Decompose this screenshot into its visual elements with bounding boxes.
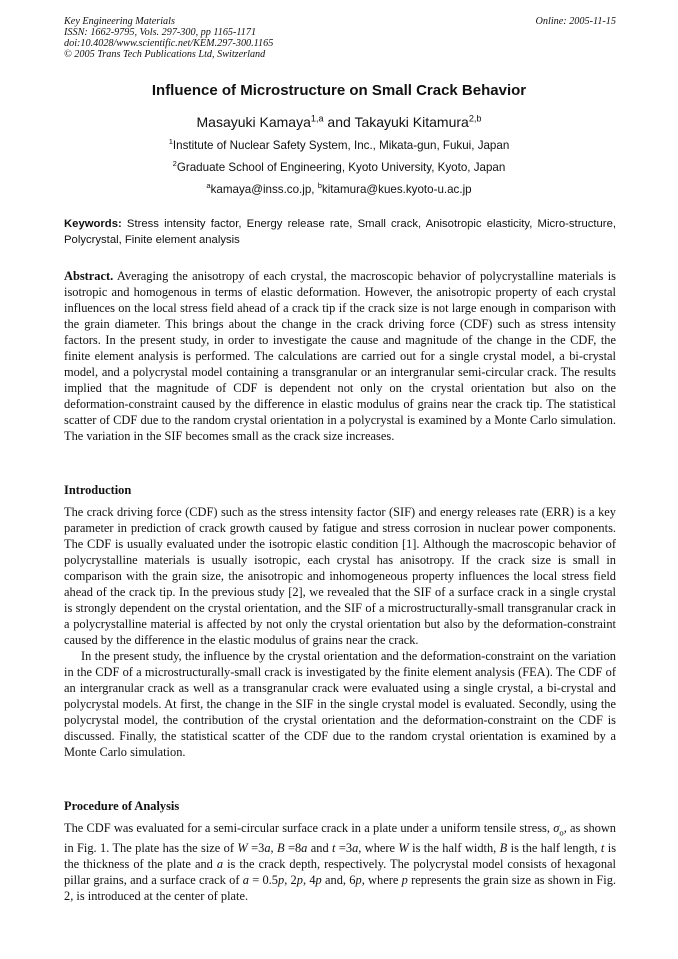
procedure-text-run: p <box>296 873 303 888</box>
procedure-text-run: is the half length, <box>507 841 601 856</box>
email-b-sup: b <box>317 181 322 191</box>
issn-line: ISSN: 1662-9795, Vols. 297-300, pp 1165-1171 <box>64 27 257 38</box>
procedure-text-run: B <box>277 841 285 856</box>
journal-header <box>64 16 616 60</box>
aff2-sup: 2 <box>172 159 177 169</box>
affiliation-1 <box>0 139 678 152</box>
procedure-text-run: , where <box>361 873 402 888</box>
author-line <box>0 114 678 130</box>
aff2-text: Graduate School of Engineering, Kyoto University, Kyoto, Japan <box>176 161 506 174</box>
procedure-text-run: a <box>352 841 359 856</box>
procedure-text-run: p <box>401 873 408 888</box>
procedure-text-run: , 2 <box>284 873 297 888</box>
procedure-text-run: =3 <box>335 841 353 856</box>
abstract-text: Averaging the anisotropy of each crystal, the macroscopic behavior of polycrystalline materials is isotropic and homogenous in terms of elastic deformation. However, the anisotropic property of each crystal influences on the local stress field ahead of a crack tip if the crack size is not large enough in comparison with the grain diameter. This brings about the change in the crack driving force (CDF) such as stress intensity factors. In the present study, in order to investigate the cause and magnitude of the change in the CDF, the finite element analysis is performed. The calculations are carried out for a single crystal model, a bi-crystal model, and a polycrystal model containing a transgranular or an intergranular semi-circular crack. The results implied that the magnitude of CDF is dependent not only on the crystal orientation but also on the deformation-constraint caused by the difference in elastic modulus of grains near the crack tip. The statistical scatter of CDF due to the random crystal orientation in a polycrystal is examined by a Monte Carlo simulation. The variation in the SIF becomes small as the crack size increases. <box>64 269 616 443</box>
email-b[interactable]: kitamura@kues.kyoto-u.ac.jp <box>321 183 472 196</box>
procedure-text-run: a <box>264 841 271 856</box>
procedure-text-run: B <box>499 841 508 856</box>
procedure-text-run: p <box>277 873 285 888</box>
procedure-text-run: and, 6 <box>321 873 356 888</box>
procedure-text-run: is the crack depth, respectively. The polycrystal model consists of hexagonal pillar grains, and a surface crack of <box>64 857 616 888</box>
procedure-text-run: a <box>242 873 249 888</box>
intro-paragraph-1: The crack driving force (CDF) such as the stress intensity factor (SIF) and energy releases rate (ERR) is a key parameter in prediction of crack growth caused by fatigue and stress corrosion in nuclear power components. The CDF is usually evaluated under the isotropic elastic condition [1]. Although the macroscopic behavior of polycrystalline materials is usually isotropic, each crystal has anisotropy. If the crack size is small in comparison with the grain size, the anisotropic and inhomogeneous property influences the local stress field ahead of the crack tip. In the previous study [2], we revealed that the SIF of a surface crack in a single crystal is strongly dependent on the crystal orientation, and the SIF of a microstructurally-small transgranular crack in a polycrystalline material is affected by not only the crystal orientation but also by the deformation-constraint caused by the difference in the elastic modulus of grains near the crack. <box>64 505 616 647</box>
procedure-text-run: a <box>216 857 224 872</box>
procedure-text-run: represents the grain size as shown in Fig. 2, is introduced at the center of plate. <box>64 873 617 904</box>
procedure-text-run: and <box>307 841 333 856</box>
procedure-text-run: , where <box>358 841 399 856</box>
procedure-text-run: =3 <box>247 841 265 856</box>
aff1-text: Institute of Nuclear Safety System, Inc., Mikata-gun, Fukui, Japan <box>172 139 510 152</box>
keywords <box>64 216 616 248</box>
procedure-paragraph <box>64 820 616 904</box>
introduction-body <box>64 504 616 760</box>
procedure-text-run: is the thickness of the plate and <box>64 841 617 872</box>
procedure-text-run: a <box>301 841 308 856</box>
keywords-text: Stress intensity factor, Energy release rate, Small crack, Anisotropic elasticity, Micro-structure, Polycrystal, Finite element analysis <box>64 218 616 246</box>
doi-line[interactable]: doi:10.4028/www.scientific.net/KEM.297-300.1165 <box>64 38 274 49</box>
affiliation-2 <box>0 161 678 174</box>
procedure-body <box>64 820 616 904</box>
paper-title: Influence of Microstructure on Small Crack Behavior <box>151 82 527 99</box>
procedure-text-run: =8 <box>284 841 302 856</box>
author-1-sup: 1,a <box>310 113 324 124</box>
procedure-text-run: The CDF was evaluated for a semi-circular surface crack in a plate under a uniform tensile stress, <box>64 821 554 835</box>
introduction-heading: Introduction <box>64 483 132 497</box>
procedure-text-run: = 0.5 <box>248 873 278 888</box>
abstract <box>64 268 616 444</box>
procedure-text-run: p <box>355 873 362 888</box>
author-2-sup: 2,b <box>468 113 482 124</box>
procedure-text-run: p <box>315 873 322 888</box>
online-date: Online: 2005-11-15 <box>535 16 616 27</box>
procedure-text-run: W <box>237 841 248 856</box>
aff1-sup: 1 <box>168 137 173 147</box>
author-and: and <box>323 114 355 130</box>
author-1: Masayuki Kamaya <box>196 114 311 130</box>
author-2: Takayuki Kitamura <box>354 114 469 130</box>
procedure-text-run: t <box>600 841 605 856</box>
procedure-text-run: , <box>270 841 277 856</box>
email-a-sup: a <box>206 181 211 191</box>
copyright-line: © 2005 Trans Tech Publications Ltd, Switzerland <box>64 49 266 60</box>
procedure-text-run: , 4 <box>302 873 316 888</box>
abstract-label: Abstract. <box>64 269 114 283</box>
procedure-text-run: , as shown in Fig. 1. The plate has the size of <box>64 821 616 856</box>
intro-paragraph-2: In the present study, the influence by the crystal orientation and the deformation-constraint on the variation in the CDF of a microstructurally-small crack is investigated by the finite element analysis (FEA). The CDF of an intergranular crack as well as a transgranular crack were evaluated using a single crystal, a bi-crystal and polycrystal models. At first, the change in the SIF in the single crystal model is evaluated. Secondly, using the polycrystal model, the contribution of the crystal orientation and the deformation-constraint on the CDF is discussed. Finally, the statistical scatter of the CDF due to the random crystal orientation is examined by a Monte Carlo simulation. <box>64 649 616 759</box>
procedure-text-run: o <box>559 827 564 838</box>
procedure-text-run: t <box>332 841 336 856</box>
procedure-text-run: σ <box>553 821 560 835</box>
keywords-label: Keywords: <box>64 218 122 230</box>
journal-name: Key Engineering Materials <box>64 16 175 27</box>
procedure-heading: Procedure of Analysis <box>64 799 180 813</box>
email-a[interactable]: kamaya@inss.co.jp, <box>210 183 318 196</box>
procedure-text-run: is the half width, <box>408 841 500 856</box>
email-line <box>0 183 678 196</box>
procedure-text-run: W <box>398 841 409 856</box>
